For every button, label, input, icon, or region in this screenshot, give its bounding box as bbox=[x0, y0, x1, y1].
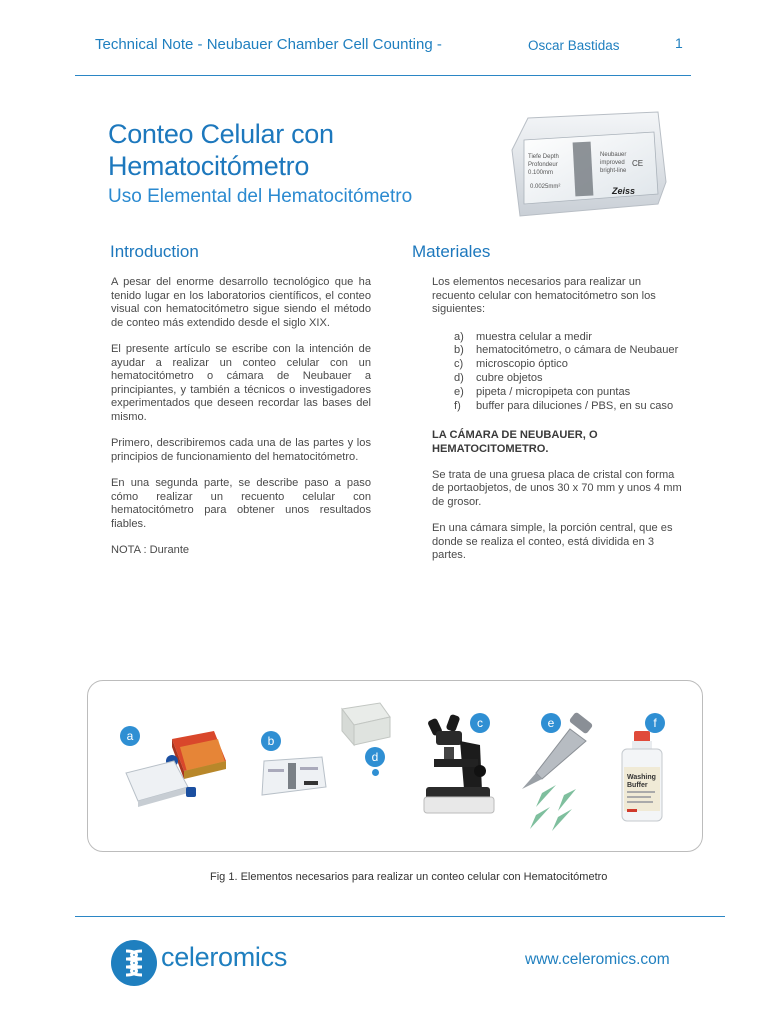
header-title: Technical Note - Neubauer Chamber Cell Counting - bbox=[95, 36, 442, 53]
figure-badge-e: e bbox=[541, 713, 561, 733]
header-author: Oscar Bastidas bbox=[528, 38, 620, 53]
chamber-brand: Zeiss bbox=[612, 186, 636, 196]
materiales-intro: Los elementos necesarios para realizar un recuento celular con hematocitómetro son los siguientes: bbox=[432, 276, 656, 315]
list-item bbox=[432, 358, 682, 372]
materials-list bbox=[432, 331, 682, 414]
list-item-key: d) bbox=[454, 372, 464, 385]
ce-mark: CE bbox=[632, 159, 644, 168]
materiales-paragraph: Se trata de una gruesa placa de cristal con forma de portaobjetos, de unos 30 x 70 mm y unos 4 mm de grosor. bbox=[432, 468, 682, 508]
figure-badge-b: b bbox=[261, 731, 281, 751]
list-item-text: cubre objetos bbox=[476, 372, 543, 385]
title-line-1: Conteo Celular con bbox=[108, 119, 334, 149]
hemocytometer-image bbox=[258, 753, 328, 801]
list-item bbox=[432, 344, 682, 358]
list-item-text: buffer para diluciones / PBS, en su caso bbox=[476, 400, 674, 413]
list-item bbox=[432, 372, 682, 386]
intro-paragraph: En una segunda parte, se describe paso a paso cómo realizar un recuento celular con hematocitómetro para obtener unos resultados fiables. bbox=[111, 477, 371, 530]
list-item-text: muestra celular a medir bbox=[476, 330, 592, 343]
introduction-body bbox=[111, 276, 371, 571]
title-line-2: Hematocitómetro bbox=[108, 151, 310, 181]
figure-panel bbox=[87, 680, 703, 852]
list-item bbox=[432, 400, 682, 414]
document-title bbox=[108, 118, 334, 182]
bottle-label-2: Buffer bbox=[627, 782, 648, 789]
hemocytometer-photo bbox=[508, 110, 668, 222]
list-item-key: f) bbox=[454, 400, 461, 413]
list-item-key: c) bbox=[454, 358, 464, 371]
chamber-label-2: Profondeur bbox=[528, 162, 558, 168]
chamber-label-1: Tiefe Depth bbox=[528, 154, 559, 160]
introduction-heading: Introduction bbox=[110, 242, 199, 261]
figure-badge-c: c bbox=[470, 713, 490, 733]
list-item bbox=[432, 331, 682, 345]
list-item-text: hematocitómetro, o cámara de Neubauer bbox=[476, 344, 679, 357]
celeromics-logo-icon bbox=[110, 939, 158, 987]
bottle-label-1: Washing bbox=[627, 774, 656, 781]
chamber-label-7: bright-line bbox=[600, 168, 627, 174]
list-item-key: b) bbox=[454, 344, 464, 357]
website-link[interactable]: www.celeromics.com bbox=[525, 951, 670, 968]
chamber-label-5: Neubauer bbox=[600, 152, 627, 158]
small-badge-icon bbox=[372, 769, 379, 776]
micropipette-image bbox=[512, 711, 604, 839]
document-subtitle: Uso Elemental del Hematocitómetro bbox=[108, 186, 413, 207]
figure-badge-f: f bbox=[645, 713, 665, 733]
chamber-label-3: 0.100mm bbox=[528, 170, 554, 176]
materiales-body bbox=[432, 276, 682, 576]
page-number: 1 bbox=[675, 35, 683, 51]
list-item-key: a) bbox=[454, 330, 464, 343]
intro-paragraph: A pesar del enorme desarrollo tecnológico que ha tenido lugar en los laboratorios científicos, el conteo visual con hematocitómetro sigue siendo el método de conteo más extendido desde el siglo XIX. bbox=[111, 276, 371, 329]
materiales-heading: Materiales bbox=[412, 242, 491, 261]
list-item-text: microscopio óptico bbox=[476, 358, 568, 371]
cover-slips-image bbox=[334, 699, 396, 749]
header-divider bbox=[75, 75, 691, 76]
figure-badge-a: a bbox=[120, 726, 140, 746]
list-item-key: e) bbox=[454, 386, 464, 399]
list-item bbox=[432, 386, 682, 400]
list-item-text: pipeta / micropipeta con puntas bbox=[476, 386, 631, 399]
buffer-bottle-image bbox=[618, 729, 666, 825]
intro-note: NOTA : Durante bbox=[111, 544, 190, 556]
chamber-label-6: improved bbox=[600, 160, 625, 166]
materiales-paragraph: En una cámara simple, la porción central, que es donde se realiza el conteo, está dividida en 3 partes. bbox=[432, 522, 673, 562]
neubauer-subheading: LA CÁMARA DE NEUBAUER, O HEMATOCITOMETRO. bbox=[432, 428, 598, 455]
figure-caption: Fig 1. Elementos necesarios para realizar un conteo celular con Hematocitómetro bbox=[210, 871, 608, 883]
intro-paragraph: Primero, describiremos cada una de las partes y los principios de funcionamiento del hematocitómetro. bbox=[111, 437, 371, 463]
celeromics-logo-text: celeromics bbox=[161, 942, 288, 972]
footer-divider bbox=[75, 916, 725, 917]
intro-paragraph: El presente artículo se escribe con la intención de ayudar a realizar un conteo celular con un hematocitómetro o cámara de Neubauer a principiantes, y también a técnicos o investigadores experimentados que deseen recordar las bases del mismo. bbox=[111, 343, 371, 423]
figure-badge-d: d bbox=[365, 747, 385, 767]
chamber-label-4: 0.0025mm² bbox=[530, 184, 561, 190]
